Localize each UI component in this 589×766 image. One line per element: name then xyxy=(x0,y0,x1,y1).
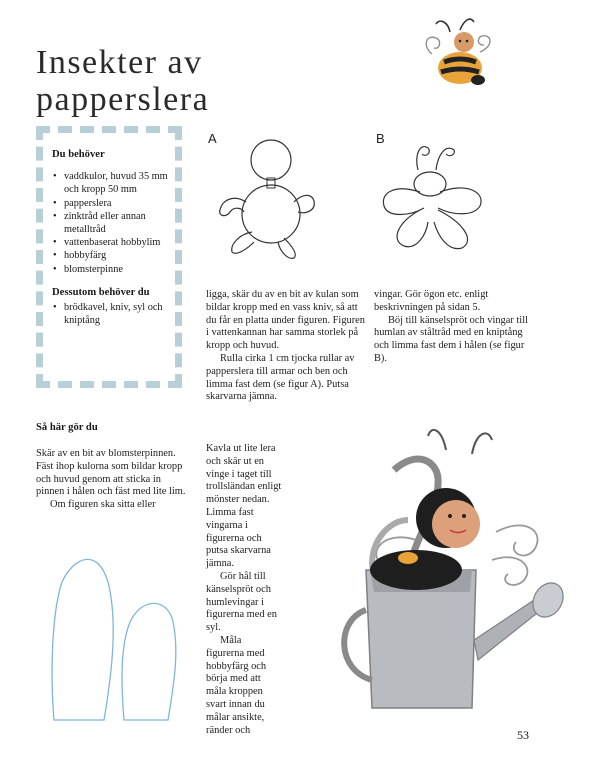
figure-b-label: B xyxy=(376,131,385,146)
list-item: • hobbyfärg xyxy=(52,249,170,262)
paragraph: ligga, skär du av en bit av kulan som bildar kropp med en vass kniv, så att du får en platta under figuren. Figuren i vattenkannan har samma storlek på kropp och huvud. xyxy=(206,289,365,352)
extra-materials-items xyxy=(52,301,170,327)
bee-illustration xyxy=(420,12,500,92)
column-3-text xyxy=(374,289,538,366)
paragraph: Gör hål till känselspröt och humlevingar i figurerna med en syl. xyxy=(206,570,277,634)
list-item: • blomsterpinne xyxy=(52,263,170,276)
list-item: • brödkavel, kniv, syl och kniptång xyxy=(52,301,170,327)
materials-list xyxy=(52,148,170,327)
paragraph: Kavla ut lite lera och skär ut en vinge i taget till trollsländan enligt mönster nedan. xyxy=(206,443,282,506)
materials-box xyxy=(36,126,182,388)
paragraph: Måla figurerna med hobbyfärg och börja med att måla kroppen svart innan du målar ansikte, ränder och xyxy=(206,634,267,736)
page-number: 53 xyxy=(517,728,529,742)
paragraph: Skär av en bit av blomsterpinnen. Fäst ihop kulorna som bildar kropp och huvud genom att sticka in pinnen i hålen och fäst med lite lim. xyxy=(36,448,186,498)
list-item: • vattenbaserat hobbylim xyxy=(52,236,170,249)
instructions-heading: Så här gör du xyxy=(36,422,98,433)
column-2-text-narrow xyxy=(206,443,282,737)
figure-a-sketch xyxy=(212,128,327,263)
paragraph: Om figuren ska sitta eller xyxy=(50,499,156,511)
wing-pattern xyxy=(46,552,196,722)
extra-materials-heading: Dessutom behöver du xyxy=(52,286,150,298)
paragraph: Rulla cirka 1 cm tjocka rullar av papperslera till armar och ben och limma fast dem (se figur A). Putsa skarvarna jämna. xyxy=(206,352,355,403)
list-item: • vaddkulor, huvud 35 mm och kropp 50 mm xyxy=(52,170,170,196)
list-item: • zinktråd eller annan metalltråd xyxy=(52,210,170,236)
figure-b-sketch xyxy=(376,136,496,261)
page-title: Insekter av papperslera xyxy=(36,44,210,118)
column-1-text xyxy=(36,448,186,512)
list-item: • papperslera xyxy=(52,197,170,210)
paragraph: vingar. Gör ögon etc. enligt beskrivningen på sidan 5. xyxy=(374,289,489,313)
column-2-text xyxy=(206,289,366,404)
materials-items xyxy=(52,170,170,276)
figure-a-label: A xyxy=(208,131,217,146)
paragraph: Limma fast vingarna i figurerna och putsa skarvarna jämna. xyxy=(206,506,271,570)
watering-can-bee-photo xyxy=(296,420,581,720)
materials-heading: Du behöver xyxy=(52,149,105,160)
paragraph: Böj till känselspröt och vingar till humlan av ståltråd med en kniptång och limma fast dem i hålen (se figur B). xyxy=(374,314,528,364)
